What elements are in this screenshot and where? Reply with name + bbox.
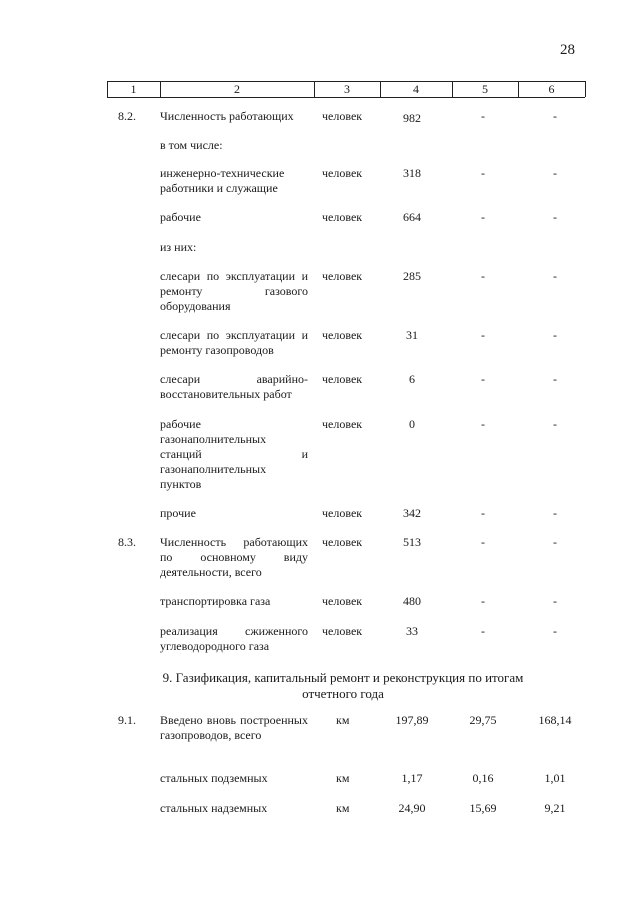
row-description: слесари аварийно-восстановительных работ [160,372,308,401]
header-col-6: 6 [548,82,555,96]
row-unit: человек [322,594,363,608]
row-value-col5: - [481,372,485,386]
row-unit: человек [322,269,363,283]
row-unit: км [336,771,350,785]
row-description: прочие [160,506,196,520]
row-value-col4: 342 [403,506,421,520]
row-description: из них: [160,240,197,254]
row-number: 8.3. [118,535,136,549]
row-description: транспортировка газа [160,594,271,608]
row-value-col4: 318 [403,166,421,180]
row-value-col6: - [553,328,557,342]
row-value-col5: - [481,210,485,224]
header-col-4: 4 [413,82,419,96]
row-value-col5: - [481,506,485,520]
row-value-col4: 6 [409,372,415,386]
row-value-col5: - [481,166,485,180]
row-value-col4: 197,89 [395,713,429,727]
header-col-5: 5 [482,82,488,96]
row-value-col6: - [553,372,557,386]
row-value-col4: 982 [403,111,421,125]
row-description: инженерно-технические работники и служащие [160,166,285,195]
row-value-col5: 0,16 [472,771,494,785]
row-unit: человек [322,417,363,431]
row-unit: человек [322,506,363,520]
row-description: Введено вновь построенных газопроводов, всего [160,713,308,742]
row-value-col4: 285 [403,269,421,283]
row-value-col6: - [553,109,557,123]
row-description: слесари по эксплуатации и ремонту газового оборудования [160,269,308,313]
row-value-col4: 664 [403,210,421,224]
row-description: рабочие газонаполнительных станций и газонаполнительных пунктов [160,417,308,491]
row-value-col4: 31 [406,328,418,342]
row-value-col4: 480 [403,594,421,608]
header-col-3: 3 [344,82,350,96]
row-description: стальных надземных [160,801,268,815]
row-value-col6: - [553,210,557,224]
row-description: Численность работающих [160,109,294,123]
row-value-col6: - [553,417,557,431]
row-description: стальных подземных [160,771,268,785]
row-value-col6: - [553,594,557,608]
row-number: 8.2. [118,109,136,123]
section-title: 9. Газификация, капитальный ремонт и реконструкция по итогам отчетного года [162,670,524,701]
row-value-col6: - [553,624,557,638]
row-unit: человек [322,328,363,342]
row-unit: человек [322,166,363,180]
row-value-col5: - [481,269,485,283]
row-value-col5: 29,75 [469,713,497,727]
row-unit: человек [322,535,363,549]
row-value-col6: - [553,269,557,283]
row-value-col6: - [553,166,557,180]
row-value-col4: 33 [406,624,418,638]
table-header-bottom-rule [107,97,585,98]
row-value-col5: - [481,417,485,431]
row-unit: человек [322,109,363,123]
row-unit: человек [322,372,363,386]
row-value-col6: 1,01 [544,771,566,785]
row-value-col4: 1,17 [401,771,423,785]
row-unit: человек [322,624,363,638]
row-unit: человек [322,210,363,224]
row-value-col6: - [553,535,557,549]
row-value-col4: 24,90 [398,801,426,815]
row-value-col5: 15,69 [469,801,497,815]
row-value-col6: 9,21 [544,801,566,815]
row-value-col4: 0 [409,417,415,431]
row-description: рабочие [160,210,201,224]
row-number: 9.1. [118,713,136,727]
row-unit: км [336,801,350,815]
row-value-col4: 513 [403,535,421,549]
row-value-col5: - [481,109,485,123]
row-description: в том числе: [160,138,223,152]
row-unit: км [336,713,350,727]
row-value-col5: - [481,594,485,608]
header-col-2: 2 [234,82,240,96]
row-description: Численность работающих по основному виду деятельности, всего [160,535,308,579]
page-number: 28 [560,42,575,58]
row-value-col5: - [481,624,485,638]
row-value-col5: - [481,328,485,342]
row-value-col6: 168,14 [538,713,572,727]
row-value-col6: - [553,506,557,520]
row-description: слесари по эксплуатации и ремонту газопроводов [160,328,308,357]
header-col-1: 1 [130,82,137,96]
row-value-col5: - [481,535,485,549]
row-description: реализация сжиженного углеводородного газа [160,624,308,653]
header-divider [585,81,586,97]
